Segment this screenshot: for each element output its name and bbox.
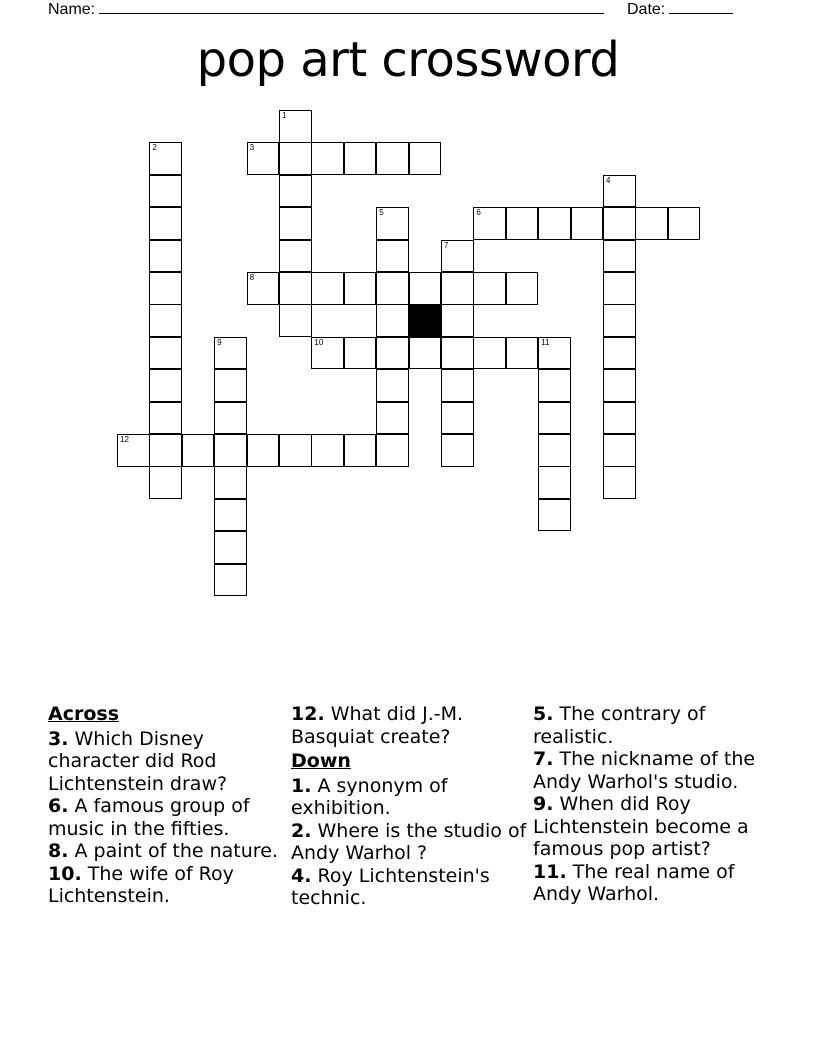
clue-down-1: 1. A synonym of exhibition. xyxy=(291,774,448,819)
clue-number: 11 xyxy=(541,337,550,347)
clue-column-1 xyxy=(48,703,286,908)
clue-column-3 xyxy=(533,703,771,906)
grid-cell[interactable] xyxy=(376,240,409,273)
down-heading: Down xyxy=(291,750,351,772)
grid-cell[interactable] xyxy=(441,369,474,402)
grid-cell[interactable] xyxy=(311,434,344,467)
grid-cell[interactable] xyxy=(603,337,636,370)
grid-cell[interactable] xyxy=(149,207,182,240)
page-title: pop art crossword xyxy=(196,32,620,88)
clue-number: 3 xyxy=(249,143,255,153)
grid-cell[interactable] xyxy=(506,337,539,370)
grid-cell[interactable] xyxy=(603,434,636,467)
clue-across-8: 8. A paint of the nature. xyxy=(48,840,278,862)
grid-cell[interactable] xyxy=(214,466,247,499)
clue-number: 4 xyxy=(606,175,611,185)
grid-cell[interactable] xyxy=(538,434,571,467)
grid-cell[interactable] xyxy=(344,272,377,305)
clue-down-2: 2. Where is the studio of Andy Warhol ? xyxy=(291,819,527,864)
grid-cell[interactable] xyxy=(635,207,668,240)
grid-cell[interactable] xyxy=(441,337,474,370)
grid-cell[interactable] xyxy=(149,272,182,305)
grid-cell[interactable] xyxy=(376,272,409,305)
grid-cell[interactable] xyxy=(376,142,409,175)
grid-cell[interactable] xyxy=(603,272,636,305)
grid-cell[interactable] xyxy=(149,240,182,273)
grid-cell[interactable] xyxy=(376,207,409,240)
grid-cell[interactable] xyxy=(214,369,247,402)
grid-cell[interactable] xyxy=(441,272,474,305)
grid-cell[interactable] xyxy=(214,499,247,532)
grid-cell[interactable] xyxy=(409,272,442,305)
name-label: Name: xyxy=(48,1,96,18)
grid-cell[interactable] xyxy=(538,369,571,402)
grid-cell[interactable] xyxy=(279,142,312,175)
grid-cell[interactable] xyxy=(603,207,636,240)
grid-cell[interactable] xyxy=(538,337,571,370)
grid-cell[interactable] xyxy=(247,434,280,467)
grid-cell[interactable] xyxy=(279,304,312,337)
grid-cell[interactable] xyxy=(279,175,312,208)
grid-cell[interactable] xyxy=(409,337,442,370)
grid-cell[interactable] xyxy=(117,434,150,467)
clue-number: 5 xyxy=(379,208,384,218)
across-heading: Across xyxy=(48,703,120,725)
clue-across-6: 6. A famous group of music in the fifties. xyxy=(48,795,250,840)
clue-number: 2 xyxy=(152,143,157,153)
grid-cell[interactable] xyxy=(473,337,506,370)
clue-number: 6 xyxy=(476,208,481,218)
grid-cell[interactable] xyxy=(214,402,247,435)
grid-cell[interactable] xyxy=(279,207,312,240)
clue-across-12: 12. What did J.-M. Basquiat create? xyxy=(291,703,464,748)
clue-number: 8 xyxy=(249,273,255,282)
grid-cell[interactable] xyxy=(344,337,377,370)
clue-down-9: 9. When did Roy Lichtenstein become a famous pop artist? xyxy=(533,793,749,860)
grid-cell[interactable] xyxy=(214,337,247,370)
grid-cell[interactable] xyxy=(149,337,182,370)
clue-number: 10 xyxy=(314,337,324,347)
grid-cell[interactable] xyxy=(311,337,344,370)
grid-cell[interactable] xyxy=(149,142,182,175)
clue-number: 12 xyxy=(120,435,129,444)
grid-cell[interactable] xyxy=(603,369,636,402)
date-label: Date: xyxy=(627,1,666,18)
clue-column-2 xyxy=(291,703,529,910)
grid-cell[interactable] xyxy=(149,369,182,402)
grid-cell[interactable] xyxy=(506,207,539,240)
grid-cell[interactable] xyxy=(182,434,215,467)
grid-cell[interactable] xyxy=(214,434,247,467)
clue-across-3: 3. Which Disney character did Rod Lichtenstein draw? xyxy=(48,727,228,795)
grid-cell[interactable] xyxy=(441,240,474,273)
grid-cell[interactable] xyxy=(214,564,247,597)
grid-cell[interactable] xyxy=(376,304,409,337)
grid-cell[interactable] xyxy=(247,142,280,175)
clue-down-11: 11. The real name of Andy Warhol. xyxy=(533,860,735,905)
clue-number: 7 xyxy=(444,240,449,250)
grid-cell[interactable] xyxy=(473,272,506,305)
clue-down-7: 7. The nickname of the Andy Warhol's studio. xyxy=(533,748,756,793)
grid-cell[interactable] xyxy=(506,272,539,305)
clue-number: 1 xyxy=(282,111,287,120)
grid-cell[interactable] xyxy=(668,207,701,240)
grid-cell[interactable] xyxy=(376,369,409,402)
grid-cell[interactable] xyxy=(441,402,474,435)
grid-cell[interactable] xyxy=(538,466,571,499)
grid-cell[interactable] xyxy=(603,304,636,337)
grid-cell[interactable] xyxy=(603,175,636,208)
grid-cell[interactable] xyxy=(149,402,182,435)
grid-cell[interactable] xyxy=(149,304,182,337)
grid-cell[interactable] xyxy=(279,434,312,467)
clue-down-5: 5. The contrary of realistic. xyxy=(533,703,706,748)
grid-cell[interactable] xyxy=(538,499,571,532)
grid-cell[interactable] xyxy=(247,272,280,305)
grid-cell[interactable] xyxy=(473,207,506,240)
grid-cell[interactable] xyxy=(603,466,636,499)
grid-cell[interactable] xyxy=(149,434,182,467)
grid-cell[interactable] xyxy=(279,110,312,143)
grid-cell[interactable] xyxy=(344,142,377,175)
grid-block-cell xyxy=(409,304,442,337)
grid-cell[interactable] xyxy=(538,402,571,435)
grid-cell[interactable] xyxy=(441,434,474,467)
grid-cell[interactable] xyxy=(603,240,636,273)
grid-cell[interactable] xyxy=(376,434,409,467)
grid-cell[interactable] xyxy=(409,142,442,175)
grid-cell[interactable] xyxy=(279,240,312,273)
grid-cell[interactable] xyxy=(214,531,247,564)
grid-cell[interactable] xyxy=(441,304,474,337)
grid-cell[interactable] xyxy=(571,207,604,240)
grid-cell[interactable] xyxy=(603,402,636,435)
grid-cell[interactable] xyxy=(344,434,377,467)
clue-number: 9 xyxy=(217,337,222,347)
clue-down-4: 4. Roy Lichtenstein's technic. xyxy=(291,864,490,909)
grid-cell[interactable] xyxy=(279,272,312,305)
grid-cell[interactable] xyxy=(149,466,182,499)
grid-cell[interactable] xyxy=(311,142,344,175)
grid-cell[interactable] xyxy=(376,337,409,370)
grid-cell[interactable] xyxy=(538,207,571,240)
grid-cell[interactable] xyxy=(149,175,182,208)
grid-cell[interactable] xyxy=(376,402,409,435)
grid-cell[interactable] xyxy=(311,272,344,305)
clue-across-10: 10. The wife of Roy Lichtenstein. xyxy=(48,862,234,907)
